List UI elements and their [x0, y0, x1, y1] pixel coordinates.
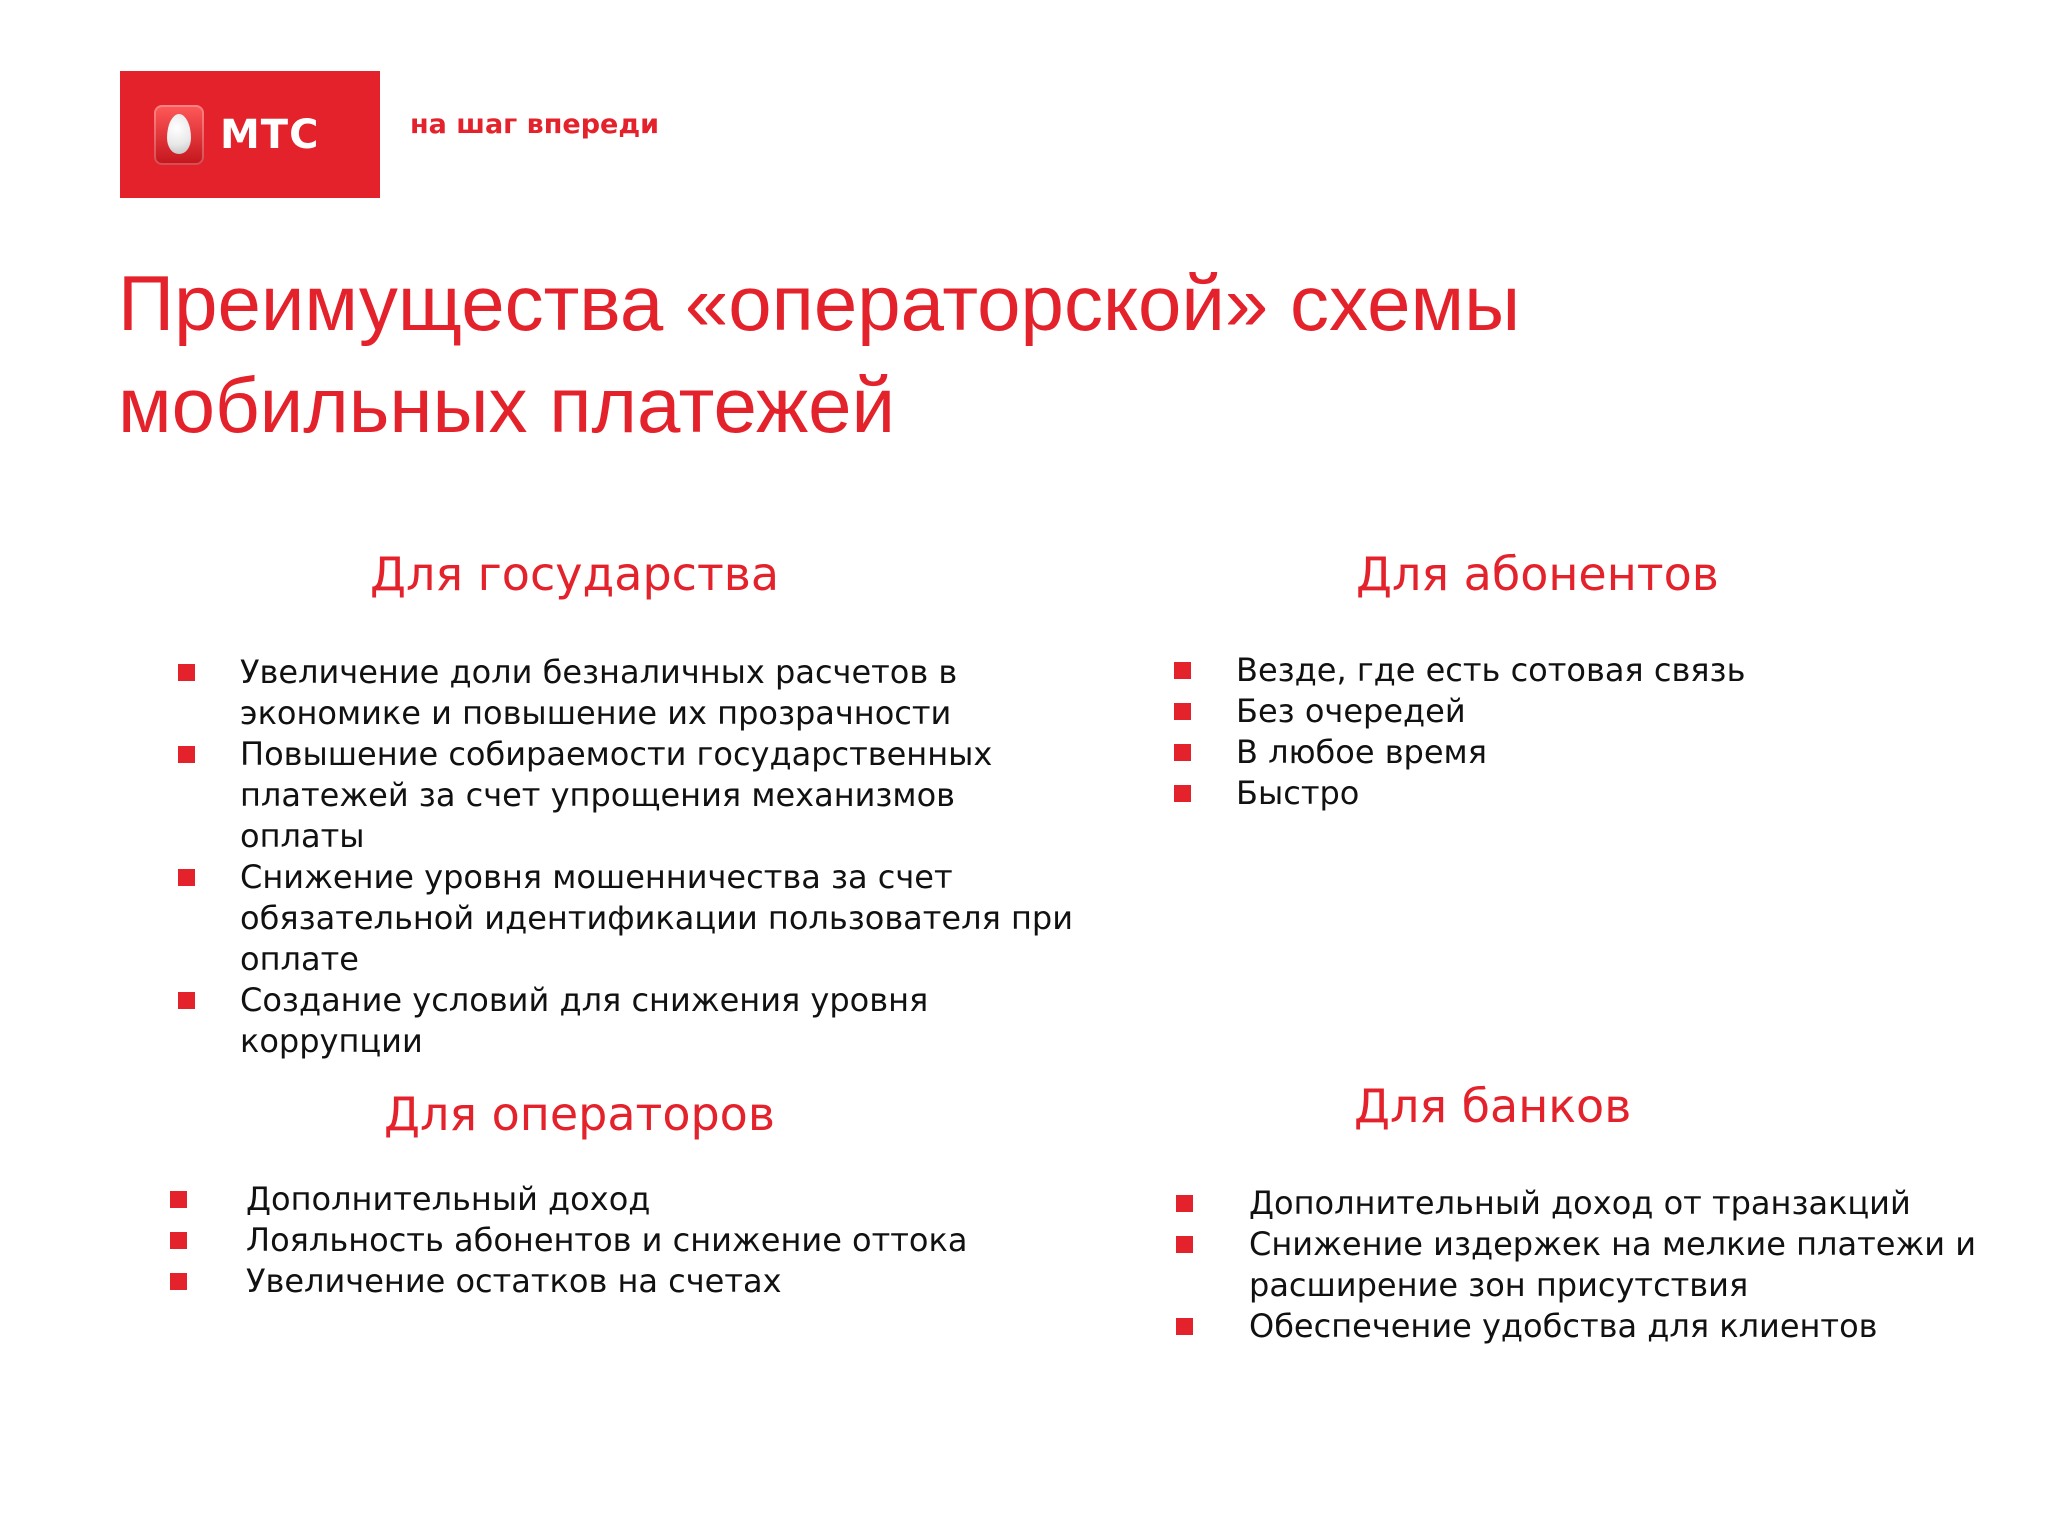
- list-item: [178, 857, 1078, 980]
- bullet-square-icon: [1174, 703, 1191, 720]
- list-item-text: Увеличение доли безналичных расчетов в экономике и повышение их прозрачности: [240, 653, 958, 732]
- list-item: [1174, 650, 1974, 691]
- bullet-square-icon: [1176, 1318, 1193, 1335]
- list-item: [170, 1220, 1070, 1261]
- section-heading-operators: Для операторов: [384, 1087, 775, 1141]
- list-item-text: Создание условий для снижения уровня коррупции: [240, 981, 929, 1060]
- list-item: [1176, 1306, 2036, 1347]
- bullet-square-icon: [170, 1191, 187, 1208]
- mts-logo: [120, 71, 380, 198]
- bullet-square-icon: [1176, 1236, 1193, 1253]
- list-item-text: Обеспечение удобства для клиентов: [1249, 1307, 1878, 1345]
- list-item: [1176, 1183, 2036, 1224]
- list-item-text: Лояльность абонентов и снижение оттока: [246, 1221, 968, 1259]
- list-item: [1176, 1224, 2036, 1306]
- list-item: [170, 1179, 1070, 1220]
- list-subscribers: [1174, 650, 1974, 814]
- list-item-text: Без очередей: [1236, 692, 1466, 730]
- list-item: [1174, 691, 1974, 732]
- list-item-text: Быстро: [1236, 774, 1360, 812]
- list-state: [178, 652, 1078, 1062]
- list-item: [178, 980, 1078, 1062]
- list-item-text: Снижение издержек на мелкие платежи и расширение зон присутствия: [1249, 1225, 1976, 1304]
- bullet-square-icon: [178, 869, 195, 886]
- bullet-square-icon: [170, 1273, 187, 1290]
- list-item-text: Снижение уровня мошенничества за счет обязательной идентификации пользователя при оплате: [240, 858, 1074, 978]
- egg-icon: [154, 105, 204, 165]
- bullet-square-icon: [178, 746, 195, 763]
- bullet-square-icon: [1174, 785, 1191, 802]
- list-item: [170, 1261, 1070, 1302]
- section-heading-subscribers: Для абонентов: [1356, 547, 1719, 601]
- list-item-text: Везде, где есть сотовая связь: [1236, 651, 1746, 689]
- list-item-text: Увеличение остатков на счетах: [246, 1262, 782, 1300]
- bullet-square-icon: [1176, 1195, 1193, 1212]
- section-heading-banks: Для банков: [1354, 1079, 1632, 1133]
- list-banks: [1176, 1183, 2036, 1347]
- list-item-text: В любое время: [1236, 733, 1487, 771]
- list-item-text: Дополнительный доход: [246, 1180, 651, 1218]
- list-item: [1174, 732, 1974, 773]
- slogan: на шаг впереди: [410, 109, 660, 140]
- brand-name: МТС: [220, 112, 320, 158]
- list-item: [178, 734, 1078, 857]
- list-item-text: Дополнительный доход от транзакций: [1249, 1184, 1911, 1222]
- page-title: Преимущества «операторской» схемы мобильных платежей: [118, 259, 1521, 449]
- list-item: [178, 652, 1078, 734]
- bullet-square-icon: [178, 992, 195, 1009]
- bullet-square-icon: [1174, 744, 1191, 761]
- list-item: [1174, 773, 1974, 814]
- bullet-square-icon: [170, 1232, 187, 1249]
- list-operators: [170, 1179, 1070, 1302]
- section-heading-state: Для государства: [370, 547, 780, 601]
- list-item-text: Повышение собираемости государственных платежей за счет упрощения механизмов оплаты: [240, 735, 993, 855]
- bullet-square-icon: [178, 664, 195, 681]
- bullet-square-icon: [1174, 662, 1191, 679]
